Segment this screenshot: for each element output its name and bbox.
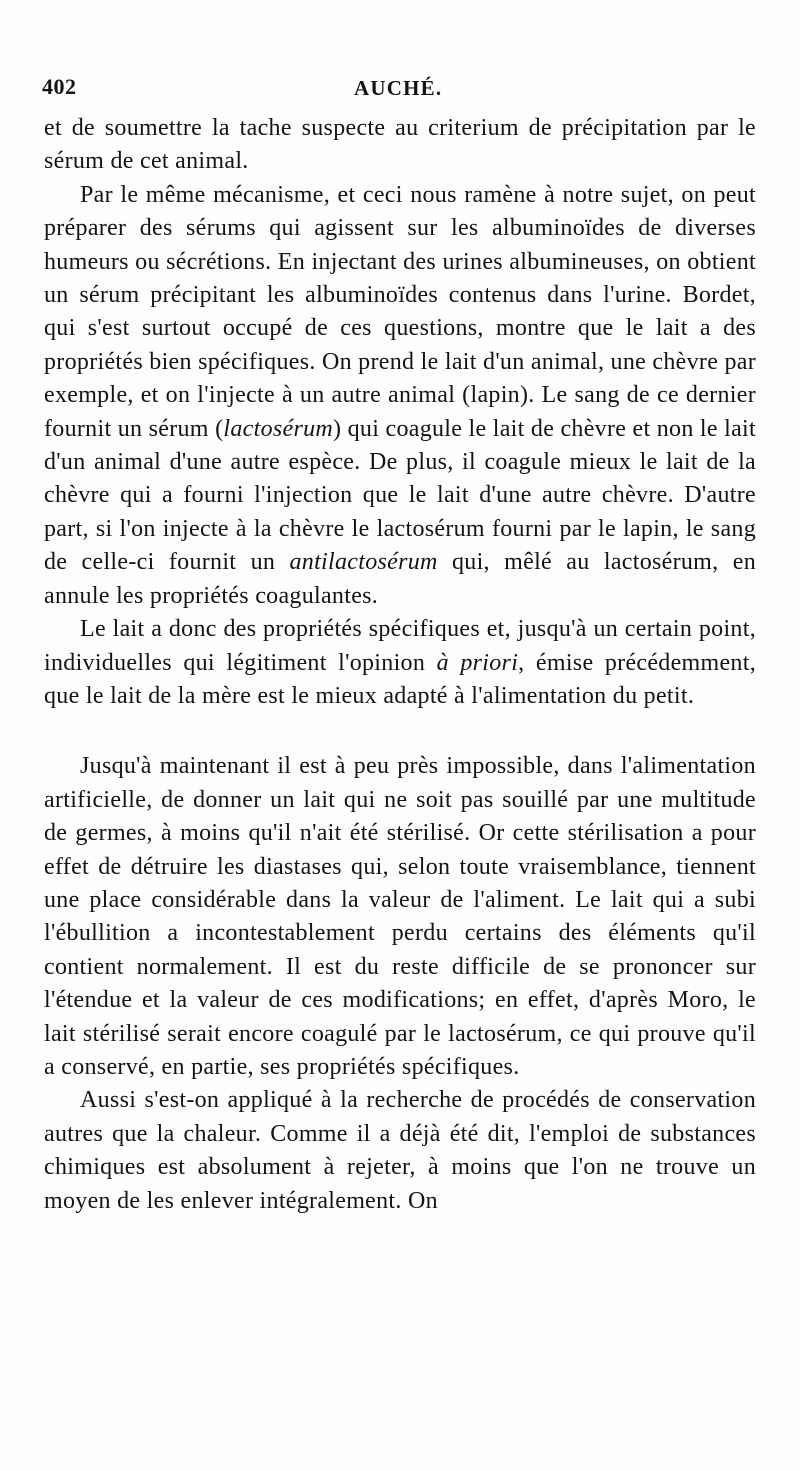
paragraph-bordet (44, 179, 756, 613)
text-segment: , émise précédemment, que le lait de la mère est le mieux adapté à l'alimentation du petit. (44, 649, 757, 709)
paragraph-conservation (44, 1084, 756, 1218)
text-segment: Aussi s'est-on appliqué à la recherche de procédés de conservation autres que la chaleur. Comme il a déjà été dit, l'emploi de substances chimiques est absolument à rejeter, à moins que l'on ne trouve un moyen de les enlever intégralement. On (44, 1087, 756, 1214)
text-segment: et de soumettre la tache suspecte au criterium de précipitation par le sérum de cet animal. (44, 115, 756, 175)
paragraph-continuation (44, 112, 756, 179)
text-segment: ) qui coagule le lait de chèvre et non le lait d'un animal d'une autre espèce. De plus, il coagule mieux le lait de la chèvre qui a fourni l'injection que le lait d'une autre chèvre. D'autre part, si l'on injecte à la chèvre le lactosérum fourni par le lapin, le sang de celle-ci fournit un (44, 415, 756, 576)
text-segment: qui, mêlé au lactosérum, en annule les propriétés coagulantes. (44, 549, 756, 609)
text-segment: Le lait a donc des propriétés spécifiques et, jusqu'à un certain point, individuelles qui légitiment l'opinion (44, 616, 756, 676)
body-text (44, 112, 756, 1218)
paragraph-specific-properties (44, 613, 756, 713)
italic-term-lactoserum: lactosérum (223, 415, 334, 442)
paragraph-sterilization (44, 750, 756, 1084)
page-header (40, 74, 760, 108)
page-number: 402 (42, 74, 77, 99)
text-segment: Jusqu'à maintenant il est à peu près impossible, dans l'alimentation artificielle, de donner un lait qui ne soit pas souillé par une multitude de germes, à moins qu'il n'ait été stérilisé. Or cette stérilisation a pour effet de détruire les diastases qui, selon toute vraisemblance, tiennent une place considérable dans la valeur de l'aliment. Le lait qui a subi l'ébullition a incontestablement perdu certains des éléments qu'il contient normalement. Il est du reste difficile de se prononcer sur l'étendue et la valeur de ces modifications; en effet, d'après Moro, le lait stérilisé serait encore coagulé par le lactosérum, ce qui prouve qu'il a conservé, en partie, ses propriétés spécifiques. (44, 753, 756, 1080)
text-segment: Par le même mécanisme, et ceci nous ramène à notre sujet, on peut préparer des sérums qui agissent sur les albuminoïdes de diverses humeurs ou sécrétions. En injectant des urines albumineuses, on obtient un sérum précipitant les albuminoïdes contenus dans l'urine. Bordet, qui s'est surtout occupé de ces questions, montre que le lait a des propriétés bien spécifiques. On prend le lait d'un animal, une chèvre par exemple, et on l'injecte à un autre animal (lapin). Le sang de ce dernier fournit un sérum ( (44, 181, 756, 442)
running-head: AUCHÉ. (354, 76, 443, 100)
italic-term-a-priori: à priori (436, 649, 519, 676)
italic-term-antilactoserum: antilactosérum (289, 549, 438, 576)
